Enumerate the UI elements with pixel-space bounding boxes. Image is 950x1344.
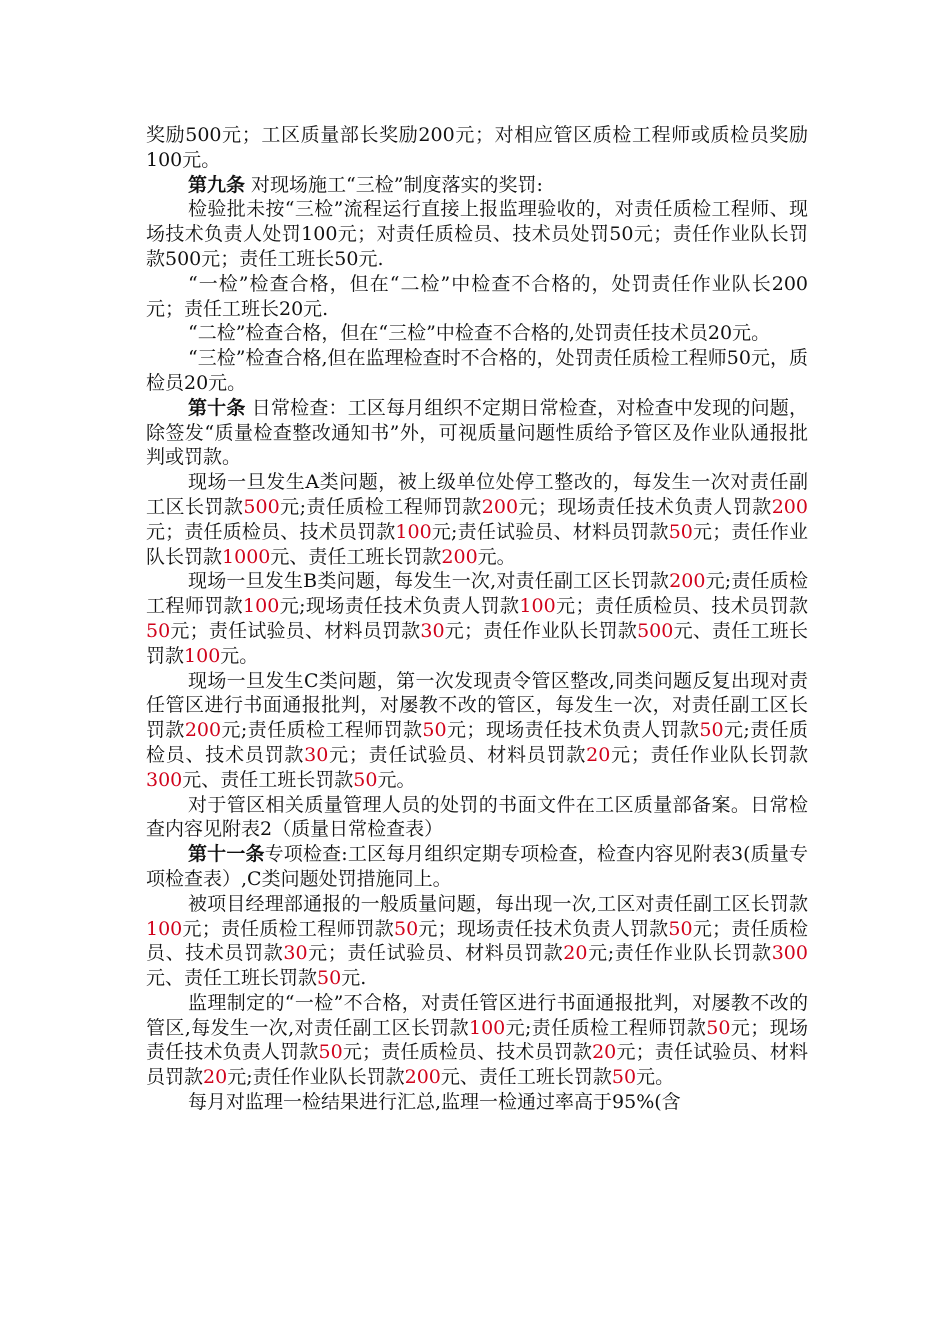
text-run: 监理制定的“一检”不合格，对责任管区进行书面通报批判，对屡教不改的管区,每发生一次,对责任副工区长罚款: [146, 991, 808, 1039]
paragraph: [146, 793, 808, 843]
penalty-amount: 50: [317, 967, 342, 990]
penalty-amount: 200: [481, 495, 519, 518]
text-run: 元。: [220, 644, 259, 667]
paragraph: [146, 842, 808, 892]
text-run: 元;责任试验员、材料员罚款: [431, 520, 669, 543]
text-run: 元。: [477, 545, 516, 568]
text-run: 元；责任试验员、材料员罚款: [328, 743, 587, 766]
paragraph: [146, 197, 808, 271]
text-run: 元；责任试验员、材料员罚款: [307, 942, 564, 965]
text-run: 对现场施工“三检”制度落实的奖罚:: [245, 173, 543, 196]
text-run: 元.: [341, 967, 367, 990]
penalty-amount: 100: [468, 1016, 506, 1039]
text-run: 现场一旦发生A类问题，被上级单位处停工整改的，每发生一次对责任副工区长罚款: [146, 471, 808, 518]
text-run: 元;现场责任技术负责人罚款: [279, 595, 520, 618]
penalty-amount: 50: [699, 719, 724, 742]
penalty-amount: 50: [668, 917, 693, 940]
penalty-amount: 50: [422, 719, 447, 742]
penalty-amount: 1000: [222, 545, 271, 568]
article-heading: 第十一条: [188, 843, 265, 866]
penalty-amount: 50: [706, 1016, 731, 1039]
article-heading: 第九条: [188, 173, 246, 196]
paragraph: [146, 569, 808, 668]
text-run: 检验批未按“三检”流程运行直接上报监理验收的，对责任质检工程师、现场技术负责人处罚100元；对责任质检员、技术员处罚50元；责任作业队长罚款500元；责任工班长50元.: [146, 198, 808, 270]
text-run: 日常检查：工区每月组织不定期日常检查，对检查中发现的问题，除签发“质量检查整改通知书”外，可视质量问题性质给予管区及作业队通报批判或罚款。: [146, 396, 808, 469]
paragraph: [146, 346, 808, 396]
penalty-amount: 50: [353, 768, 378, 791]
text-run: 元；责任试验员、材料员罚款: [146, 1041, 808, 1089]
text-run: 元;责任质检员、技术员罚款: [146, 719, 808, 766]
text-run: 元、责任工班长罚款: [270, 545, 442, 568]
text-run: 元；责任质检工程师罚款: [182, 917, 395, 940]
text-run: 奖励500元；工区质量部长奖励200元；对相应管区质检工程师或质检员奖励100元。: [146, 124, 808, 171]
text-run: 元；现场责任技术负责人罚款: [146, 1016, 808, 1064]
penalty-amount: 30: [283, 942, 308, 965]
penalty-amount: 50: [668, 520, 693, 543]
document-body: [146, 123, 808, 1115]
paragraph: [146, 470, 808, 569]
text-run: “二检”检查合格，但在“三检”中检查不合格的,处罚责任技术员20元。: [188, 322, 771, 345]
text-run: 元、责任工班长罚款: [146, 619, 808, 667]
text-run: 元;责任作业队长罚款: [587, 942, 772, 965]
penalty-amount: 300: [771, 942, 808, 965]
text-run: 元；责任作业队长罚款: [610, 743, 808, 766]
text-run: 元、责任工班长罚款: [146, 967, 318, 990]
paragraph: [146, 1090, 808, 1115]
text-run: 元。: [636, 1066, 675, 1089]
paragraph: [146, 272, 808, 322]
penalty-amount: 100: [519, 595, 556, 618]
penalty-amount: 30: [304, 743, 329, 766]
text-run: 元;责任质检工程师罚款: [221, 719, 423, 742]
penalty-amount: 300: [146, 768, 183, 791]
penalty-amount: 20: [203, 1066, 228, 1089]
paragraph: [146, 669, 808, 793]
text-run: 元;责任质检工程师罚款: [146, 570, 808, 618]
text-run: 被项目经理部通报的一般质量问题，每出现一次,工区对责任副工区长罚款: [188, 892, 808, 915]
text-run: 元；责任作业队长罚款: [444, 619, 638, 642]
text-run: 元；责任作业队长罚款: [146, 520, 808, 568]
text-run: 每月对监理一检结果进行汇总,监理一检通过率高于95%(含: [188, 1091, 681, 1114]
penalty-amount: 20: [563, 942, 588, 965]
penalty-amount: 20: [586, 743, 611, 766]
penalty-amount: 200: [404, 1066, 441, 1089]
article-heading: 第十条: [188, 396, 246, 419]
paragraph: [146, 321, 808, 346]
text-run: 元；责任质检员、技术员罚款: [342, 1041, 593, 1064]
text-run: “一检”检查合格，但在“二检”中检查不合格的，处罚责任作业队长200元；责任工班长20元.: [146, 272, 808, 320]
penalty-amount: 20: [592, 1041, 617, 1064]
penalty-amount: 50: [394, 917, 419, 940]
text-run: 元；责任质检员、技术员罚款: [555, 595, 808, 618]
penalty-amount: 100: [146, 917, 183, 940]
text-run: “三检”检查合格,但在监理检查时不合格的，处罚责任质检工程师50元，质检员20元。: [146, 347, 808, 394]
text-run: 现场一旦发生B类问题，每发生一次,对责任副工区长罚款: [188, 570, 670, 593]
penalty-amount: 500: [637, 619, 674, 642]
penalty-amount: 30: [420, 619, 445, 642]
paragraph: [146, 123, 808, 173]
text-run: 元;责任作业队长罚款: [227, 1066, 405, 1089]
text-run: 元；现场责任技术负责人罚款: [518, 495, 772, 518]
text-run: 元、责任工班长罚款: [182, 768, 354, 791]
text-run: 元；责任试验员、材料员罚款: [170, 619, 421, 642]
paragraph: [146, 173, 808, 198]
penalty-amount: 200: [669, 570, 706, 593]
text-run: 元；现场责任技术负责人罚款: [418, 917, 669, 940]
text-run: 元;责任质检工程师罚款: [279, 495, 482, 518]
penalty-amount: 500: [243, 495, 280, 518]
text-run: 元；责任质检员、技术员罚款: [146, 520, 396, 543]
penalty-amount: 200: [771, 495, 808, 518]
penalty-amount: 100: [395, 520, 432, 543]
penalty-amount: 100: [184, 644, 221, 667]
text-run: 对于管区相关质量管理人员的处罚的书面文件在工区质量部备案。日常检查内容见附表2（质量日常检查表）: [146, 793, 808, 841]
text-run: 元、责任工班长罚款: [440, 1066, 612, 1089]
penalty-amount: 50: [318, 1041, 343, 1064]
text-run: 专项检查:工区每月组织定期专项检查，检查内容见附表3(质量专项检查表）,C类问题处罚措施同上。: [146, 843, 808, 890]
text-run: 元；现场责任技术负责人罚款: [446, 719, 700, 742]
penalty-amount: 50: [611, 1066, 637, 1089]
text-run: 元;责任质检工程师罚款: [505, 1016, 707, 1039]
penalty-amount: 200: [441, 545, 478, 568]
penalty-amount: 100: [243, 595, 280, 618]
text-run: 元；责任质检员、技术员罚款: [146, 917, 808, 965]
paragraph: [146, 396, 808, 470]
penalty-amount: 50: [146, 619, 171, 642]
penalty-amount: 200: [184, 719, 222, 742]
paragraph: [146, 991, 808, 1090]
text-run: 现场一旦发生C类问题，第一次发现责令管区整改,同类问题反复出现对责任管区进行书面通报批判，对屡教不改的管区，每发生一次，对责任副工区长罚款: [146, 669, 808, 742]
text-run: 元。: [377, 768, 416, 791]
paragraph: [146, 892, 808, 991]
